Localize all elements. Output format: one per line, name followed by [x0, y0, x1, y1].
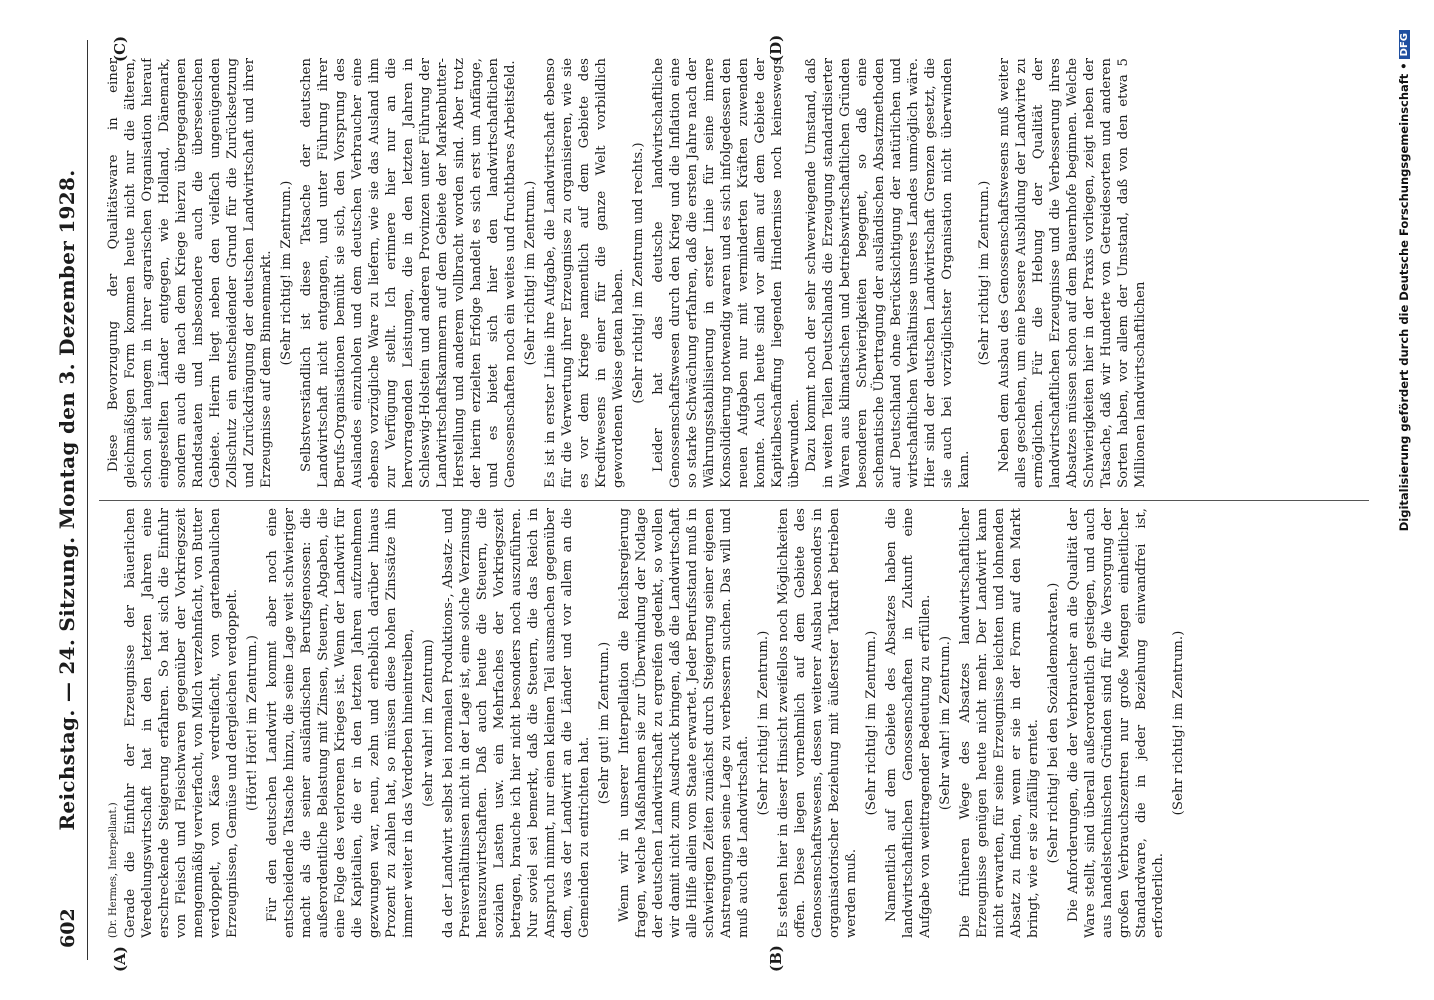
- paragraph: Namentlich auf dem Gebiete des Absatzes haben die landwirtschaftlichen Genossenschaften in Zukunft eine Aufgabe von weittragender Bedeutung zu erfüllen.: [884, 508, 933, 938]
- interjection: (Sehr richtig! im Zentrum und rechts.): [631, 142, 646, 404]
- interjection: (sehr wahr! im Zentrum): [421, 639, 436, 807]
- paragraph: Gerade die Einfuhr der Erzeugnisse der bäuerlichen Veredelungswirtschaft hat in den letzten Jahren eine erschreckende Steigerung erfahren. So hat sich die Einfuhr von Fleisch und Fleischwaren gegenüber der Vorkriegszeit mengenmäßig vervierfacht, von Milch verzehnfacht, von Butter verdoppelt, von Käse verdreifacht, von gartenbaulichen Erzeugnissen, Gemüse und dergleichen verdoppelt.: [123, 508, 240, 938]
- page-number: 602: [57, 908, 79, 948]
- paragraph: Für den deutschen Landwirt kommt aber noch eine entscheidende Tatsache hinzu, die seine Lage weit schwieriger macht als die seiner ausländischen Berufsgenossen: die außerordentliche Belastung mit Zinsen, Steuern, Abgaben, die eine Folge des verlorenen Krieges ist. Wenn der Landwirt für die Kapitalien, die er in den letzten Jahren aufzunehmen gezwungen war, neun, zehn und erheblich darüber hinaus Prozent zu zahlen hat, so müssen diese hohen Zinssätze ihn immer weiter in das Verderben hineintreiben,: [265, 508, 416, 938]
- interjection: (Sehr richtig! im Zentrum.): [279, 180, 294, 366]
- rotated-page: [47, 34, 1387, 972]
- interjection: (Sehr richtig! im Zentrum.): [977, 180, 992, 366]
- paragraph: Es stehen hier in dieser Hinsicht zweifellos noch Möglichkeiten offen. Diese liegen vornehmlich auf dem Gebiete des Genossenschaftswesens, dessen weiterer Ausbau besonders in organisatorischer Beziehung mit äußerster Tatkraft betrieben werden muß.: [776, 508, 859, 938]
- credit-text: Digitalisierung gefördert durch die Deutsche Forschungsgemeinschaft •: [1397, 62, 1411, 532]
- left-column: [105, 508, 1367, 938]
- page-header: [47, 40, 88, 960]
- paragraph: Dazu kommt noch der sehr schwerwiegende Umstand, daß in weiten Teilen Deutschlands die Erzeugung standardisierter Waren aus klimatischen und betriebswirtschaftlichen Gründen besonderen Schwierigkeiten begegnet, so daß eine schematische Übertragung der ausländischen Absatzmethoden auf Deutschland ohne Berücksichtigung der natürlichen und wirtschaftlichen Verhältnisse unseres Landes unmöglich wäre. Hier sind der deutschen Landwirtschaft Grenzen gesetzt, die sie auch bei vorzüglichster Organisation nicht überwinden kann.: [804, 58, 972, 488]
- paragraph: Neben dem Ausbau des Genossenschaftswesens muß weiter alles geschehen, um eine bessere Ausbildung der Landwirte zu ermöglichen. Für die Hebung der Qualität der landwirtschaftlichen Erzeugnisse und die Verbesserung ihres Absatzes müssen schon auf dem Bauernhofe beginnen. Welche Schwierigkeiten hier in der Praxis vorliegen, zeigt neben der Tatsache, daß wir Hunderte von Getreidesorten und anderen Sorten haben, vor allem der Umstand, daß von den etwa 5 Millionen landwirtschaftlichen: [997, 58, 1148, 488]
- paragraph: Die Anforderungen, die der Verbraucher an die Qualität der Ware stellt, sind überall außerordentlich gestiegen, und auch aus handelstechnischen Gründen sind für die Versorgung der großen Verbrauchszentren nur große Mengen einheitlicher Standardware, die in jeder Beziehung einwandfrei ist, erforderlich.: [1066, 508, 1166, 938]
- interjection: (Sehr richtig! im Zentrum.): [864, 630, 879, 816]
- page-title: Reichstag. — 24. Sitzung. Montag den 3. Dezember 1928.: [55, 169, 79, 831]
- margin-mark-d: (D): [767, 34, 785, 62]
- paragraph: Leider hat das deutsche landwirtschaftliche Genossenschaftswesen durch den Krieg und die Inflation eine so starke Schwächung erfahren, daß die ersten Jahre nach der Währungsstabilisierung in erster Linie für seine innere Konsolidierung notwendig waren und es sich infolgedessen den neuen Aufgaben nur mit verminderten Kräften zuwenden konnte. Auch heute sind vor allem auf dem Gebiete der Kapitalbeschaffung liegenden Hindernisse noch keineswegs überwunden.: [651, 58, 802, 488]
- interjection: (Sehr richtig! bei den Sozialdemokraten.): [1046, 582, 1061, 864]
- speaker-note: (Dr. Hermes, Interpellant.): [108, 802, 119, 938]
- paragraph: Es ist in erster Linie ihre Aufgabe, die Landwirtschaft ebenso für die Verwertung ihrer Erzeugnisse zu organisieren, wie sie es vor dem Kriege namentlich auf dem Gebiete des Kreditwesens in einer für die ganze Welt vorbildlich gewordenen Weise getan haben.: [543, 58, 626, 488]
- paragraph: Diese Bevorzugung der Qualitätsware in einer gleichmäßigen Form kommen heute nicht nur die älteren, schon seit langem in ihrer agrarischen Organisation hierauf eingestellten Länder entgegen, wie Holland, Dänemark, sondern auch die nach dem Kriege hierzu übergegangenen Randstaaten und insbesondere auch die überseeischen Gebiete. Hierin liegt neben den vielfach ungenügenden Zollschutz ein entscheidender Grund für die Zurücksetzung und Zurückdrängung der deutschen Landwirtschaft und ihrer Erzeugnisse auf dem Binnenmarkt.: [106, 58, 274, 488]
- digitization-credit: [1397, 30, 1415, 970]
- paragraph: Selbstverständlich ist diese Tatsache der deutschen Landwirtschaft nicht entgangen, und unter Führung ihrer Berufs-Organisationen bemüht sie sich, den Vorsprung des Auslandes einzuholen und dem deutschen Verbraucher eine ebenso vorzügliche Ware zu liefern, wie sie das Ausland ihm zur Verfügung stellt. Ich erinnere hier nur an die hervorragenden Leistungen, die in den letzten Jahren in Schleswig-Holstein und anderen Provinzen unter Führung der Landwirtschaftskammern auf dem Gebiete der Markenbutter-Herstellung und anderem vollbracht worden sind. Aber trotz der hierin erzielten Erfolge handelt es sich erst um Anfänge, und es bietet sich hier den landwirtschaftlichen Genossenschaften noch ein weites und fruchtbares Arbeitsfeld.: [299, 58, 518, 488]
- interjection: (Sehr richtig! im Zentrum.): [756, 630, 771, 816]
- interjection: (Hört! Hört! im Zentrum.): [245, 635, 260, 811]
- paragraph: Die früheren Wege des Absatzes landwirtschaftlicher Erzeugnisse genügen heute nicht mehr. Der Landwirt kann nicht erwarten, für seine Erzeugnisse leichten und lohnenden Absatz zu finden, wenn er sie in der Form auf den Markt bringt, wie er sie zufällig erntet.: [958, 508, 1041, 938]
- right-column: [105, 58, 1367, 488]
- dfg-logo: DFG: [1399, 30, 1410, 59]
- column-divider: [99, 500, 1369, 501]
- margin-mark-a: (A): [111, 946, 129, 972]
- interjection: (Sehr richtig! im Zentrum.): [523, 180, 538, 366]
- interjection: (Sehr gut! im Zentrum.): [597, 641, 612, 805]
- margin-mark-b: (B): [767, 945, 785, 972]
- interjection: (Sehr richtig! im Zentrum.): [1171, 630, 1186, 816]
- paragraph: Wenn wir in unserer Interpellation die Reichsregierung fragen, welche Maßnahmen sie zur Überwindung der Notlage der deutschen Landwirtschaft zu ergreifen gedenkt, so wollen wir damit nicht zum Ausdruck bringen, daß die Landwirtschaft alle Hilfe allein vom Staate erwartet. Jeder Berufsstand muß in schwierigen Zeiten zunächst durch Steigerung seiner eigenen Anstrengungen seine Lage zu verbessern suchen. Das will und muß auch die Landwirtschaft.: [617, 508, 751, 938]
- margin-mark-c: (C): [111, 35, 129, 62]
- paragraph: da der Landwirt selbst bei normalen Produktions-, Absatz- und Preisverhältnissen nicht in der Lage ist, eine solche Verzinsung herauszuwirtschaften. Daß auch heute die Steuern, die sozialen Lasten usw. ein Mehrfaches der Vorkriegszeit betragen, brauche ich hier nicht besonders noch auszuführen. Nur soviel sei bemerkt, daß die Steuern, die das Reich in Anspruch nimmt, nur einen kleinen Teil ausmachen gegenüber dem, was der Landwirt an die Länder und vor allem an die Gemeinden zu entrichten hat.: [441, 508, 592, 938]
- interjection: (Sehr wahr! im Zentrum.): [938, 635, 953, 811]
